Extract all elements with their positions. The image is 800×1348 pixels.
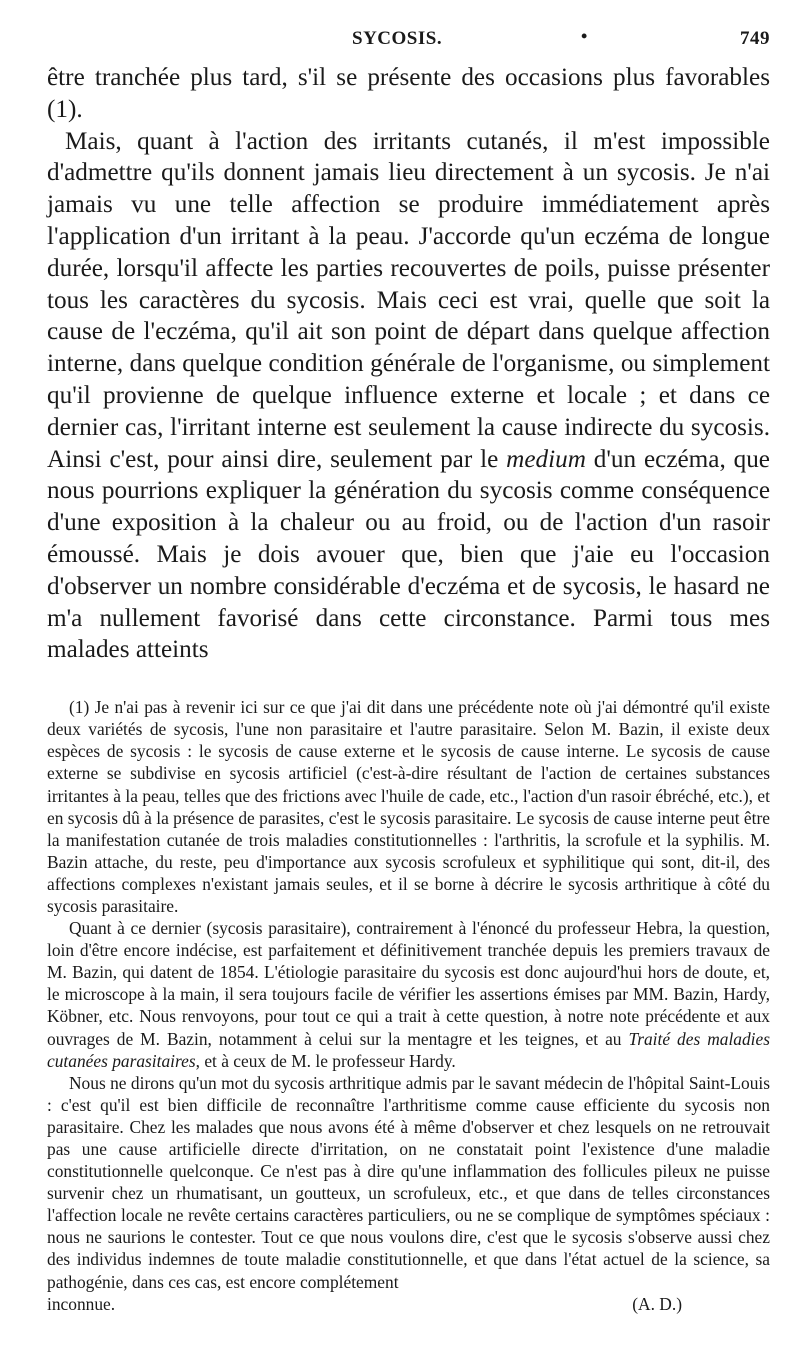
footnote-separator: [47, 666, 770, 696]
medium-italic: medium: [506, 445, 586, 473]
footnote-2: [47, 917, 770, 1072]
page-number: 749: [740, 28, 770, 49]
footnote-3-end: inconnue.: [47, 1293, 116, 1314]
main-text: [47, 62, 770, 666]
running-title: SYCOSIS.: [352, 28, 443, 49]
footnote-closing-line: [47, 1293, 770, 1315]
footnote-3: Nous ne dirons qu'un mot du sycosis arthritique admis par le savant médecin de l'hôpital Saint-Louis : c'est qu'il est bien difficile de reconnaître l'arthritisme comme cause efficiente du sycosis non parasitaire. Chez les malades que nous avons été à même d'observer et chez lesquels on ne retrouvait pas une cause artificielle directe d'irritation, on ne constatait point l'existence d'une maladie constitutionnelle quelconque. Ce n'est pas à dire qu'une inflammation des follicules pileux ne puisse survenir chez un rhumatisant, un goutteux, un scrofuleux, etc., et que dans de telles circonstances l'affection locale ne revête certains caractères particuliers, ou ne se complique de symptômes spéciaux : nous ne saurions le contester. Tout ce que nous voulons dire, c'est que le sycosis s'observe aussi chez des individus indemnes de toute maladie constitutionnelle, et que dans l'état actuel de la science, sa pathogénie, dans ces cas, est encore complétement: [47, 1072, 770, 1292]
main-paragraph-2: [47, 126, 770, 667]
main-paragraph-1: être tranchée plus tard, s'il se présente des occasions plus favorables (1).: [47, 64, 770, 123]
footnote-1: (1) Je n'ai pas à revenir ici sur ce que j'ai dit dans une précédente note où j'ai démontré qu'il existe deux variétés de sycosis, l'une non parasitaire et l'autre parasitaire. Selon M. Bazin, il existe deux espèces de sycosis : le sycosis de cause externe et le sycosis de cause interne. Le sycosis de cause externe se subdivise en sycosis artificiel (c'est-à-dire résultant de l'action de certaines substances irritantes à la peau, telles que des frictions avec l'huile de cade, etc., l'action d'un rasoir ébréché, etc.), et en sycosis dû à la présence de parasites, c'est le sycosis parasitaire. Le sycosis de cause interne peut être la manifestation cutanée de trois maladies constitutionnelles : l'arthritis, la scrofule et la syphilis. M. Bazin attache, du reste, peu d'importance aux sycosis scrofuleux et syphilitique qui sont, dit-il, des affections complexes n'existant jamais seules, et il se borne à décrire le sycosis arthritique à côté du sycosis parasitaire.: [47, 697, 770, 916]
footnote-signature: (A. D.): [632, 1293, 682, 1314]
book-title-italic: Traité des maladies cutanées parasitaires: [47, 1028, 771, 1071]
running-head-dot: •: [581, 26, 588, 46]
footnote-2-part-b: , et à ceux de M. le professeur Hardy.: [195, 1050, 456, 1071]
main-paragraph-2-part-a: Mais, quant à l'action des irritants cutanés, il m'est impossible d'admettre qu'ils donnent jamais lieu directement à un sycosis. Je n'ai jamais vu une telle affection se produire immédiatement après l'application d'un irritant à la peau. J'accorde qu'un eczéma de longue durée, lorsqu'il affecte les parties recouvertes de poils, puisse présenter tous les caractères du sycosis. Mais ceci est vrai, quelle que soit la cause de l'eczéma, qu'il ait son point de départ dans quelque affection interne, dans quelque condition générale de l'organisme, ou simplement qu'il provienne de quelque influence externe et locale ; et dans ce dernier cas, l'irritant interne est seulement la cause indirecte du sycosis. Ainsi c'est, pour ainsi dire, seulement par le: [47, 127, 770, 473]
running-head: [47, 28, 770, 62]
main-paragraph-2-part-b: d'un eczéma, que nous pourrions expliquer la génération du sycosis comme conséquence d'une exposition à la chaleur ou au froid, ou de l'action d'un rasoir émoussé. Mais je dois avouer que, bien que j'aie eu l'occasion d'observer un nombre considérable d'eczéma et de sycosis, le hasard ne m'a nullement favorisé dans cette circonstance. Parmi tous mes malades atteints: [47, 445, 770, 664]
footnote-2-part-a: Quant à ce dernier (sycosis parasitaire), contrairement à l'énoncé du professeur Hebra, la question, loin d'être encore indécise, est parfaitement et définitivement tranchée depuis les premiers travaux de M. Bazin, qui datent de 1854. L'étiologie parasitaire du sycosis est donc aujourd'hui hors de doute, et, le microscope à la main, il sera toujours facile de vérifier les assertions émises par MM. Bazin, Hardy, Köbner, etc. Nous renvoyons, pour tout ce qui a trait à cette question, à notre note précédente et aux ouvrages de M. Bazin, notamment à celui sur la mentagre et les teignes, et au: [47, 918, 770, 1049]
footnotes: [47, 696, 770, 1315]
